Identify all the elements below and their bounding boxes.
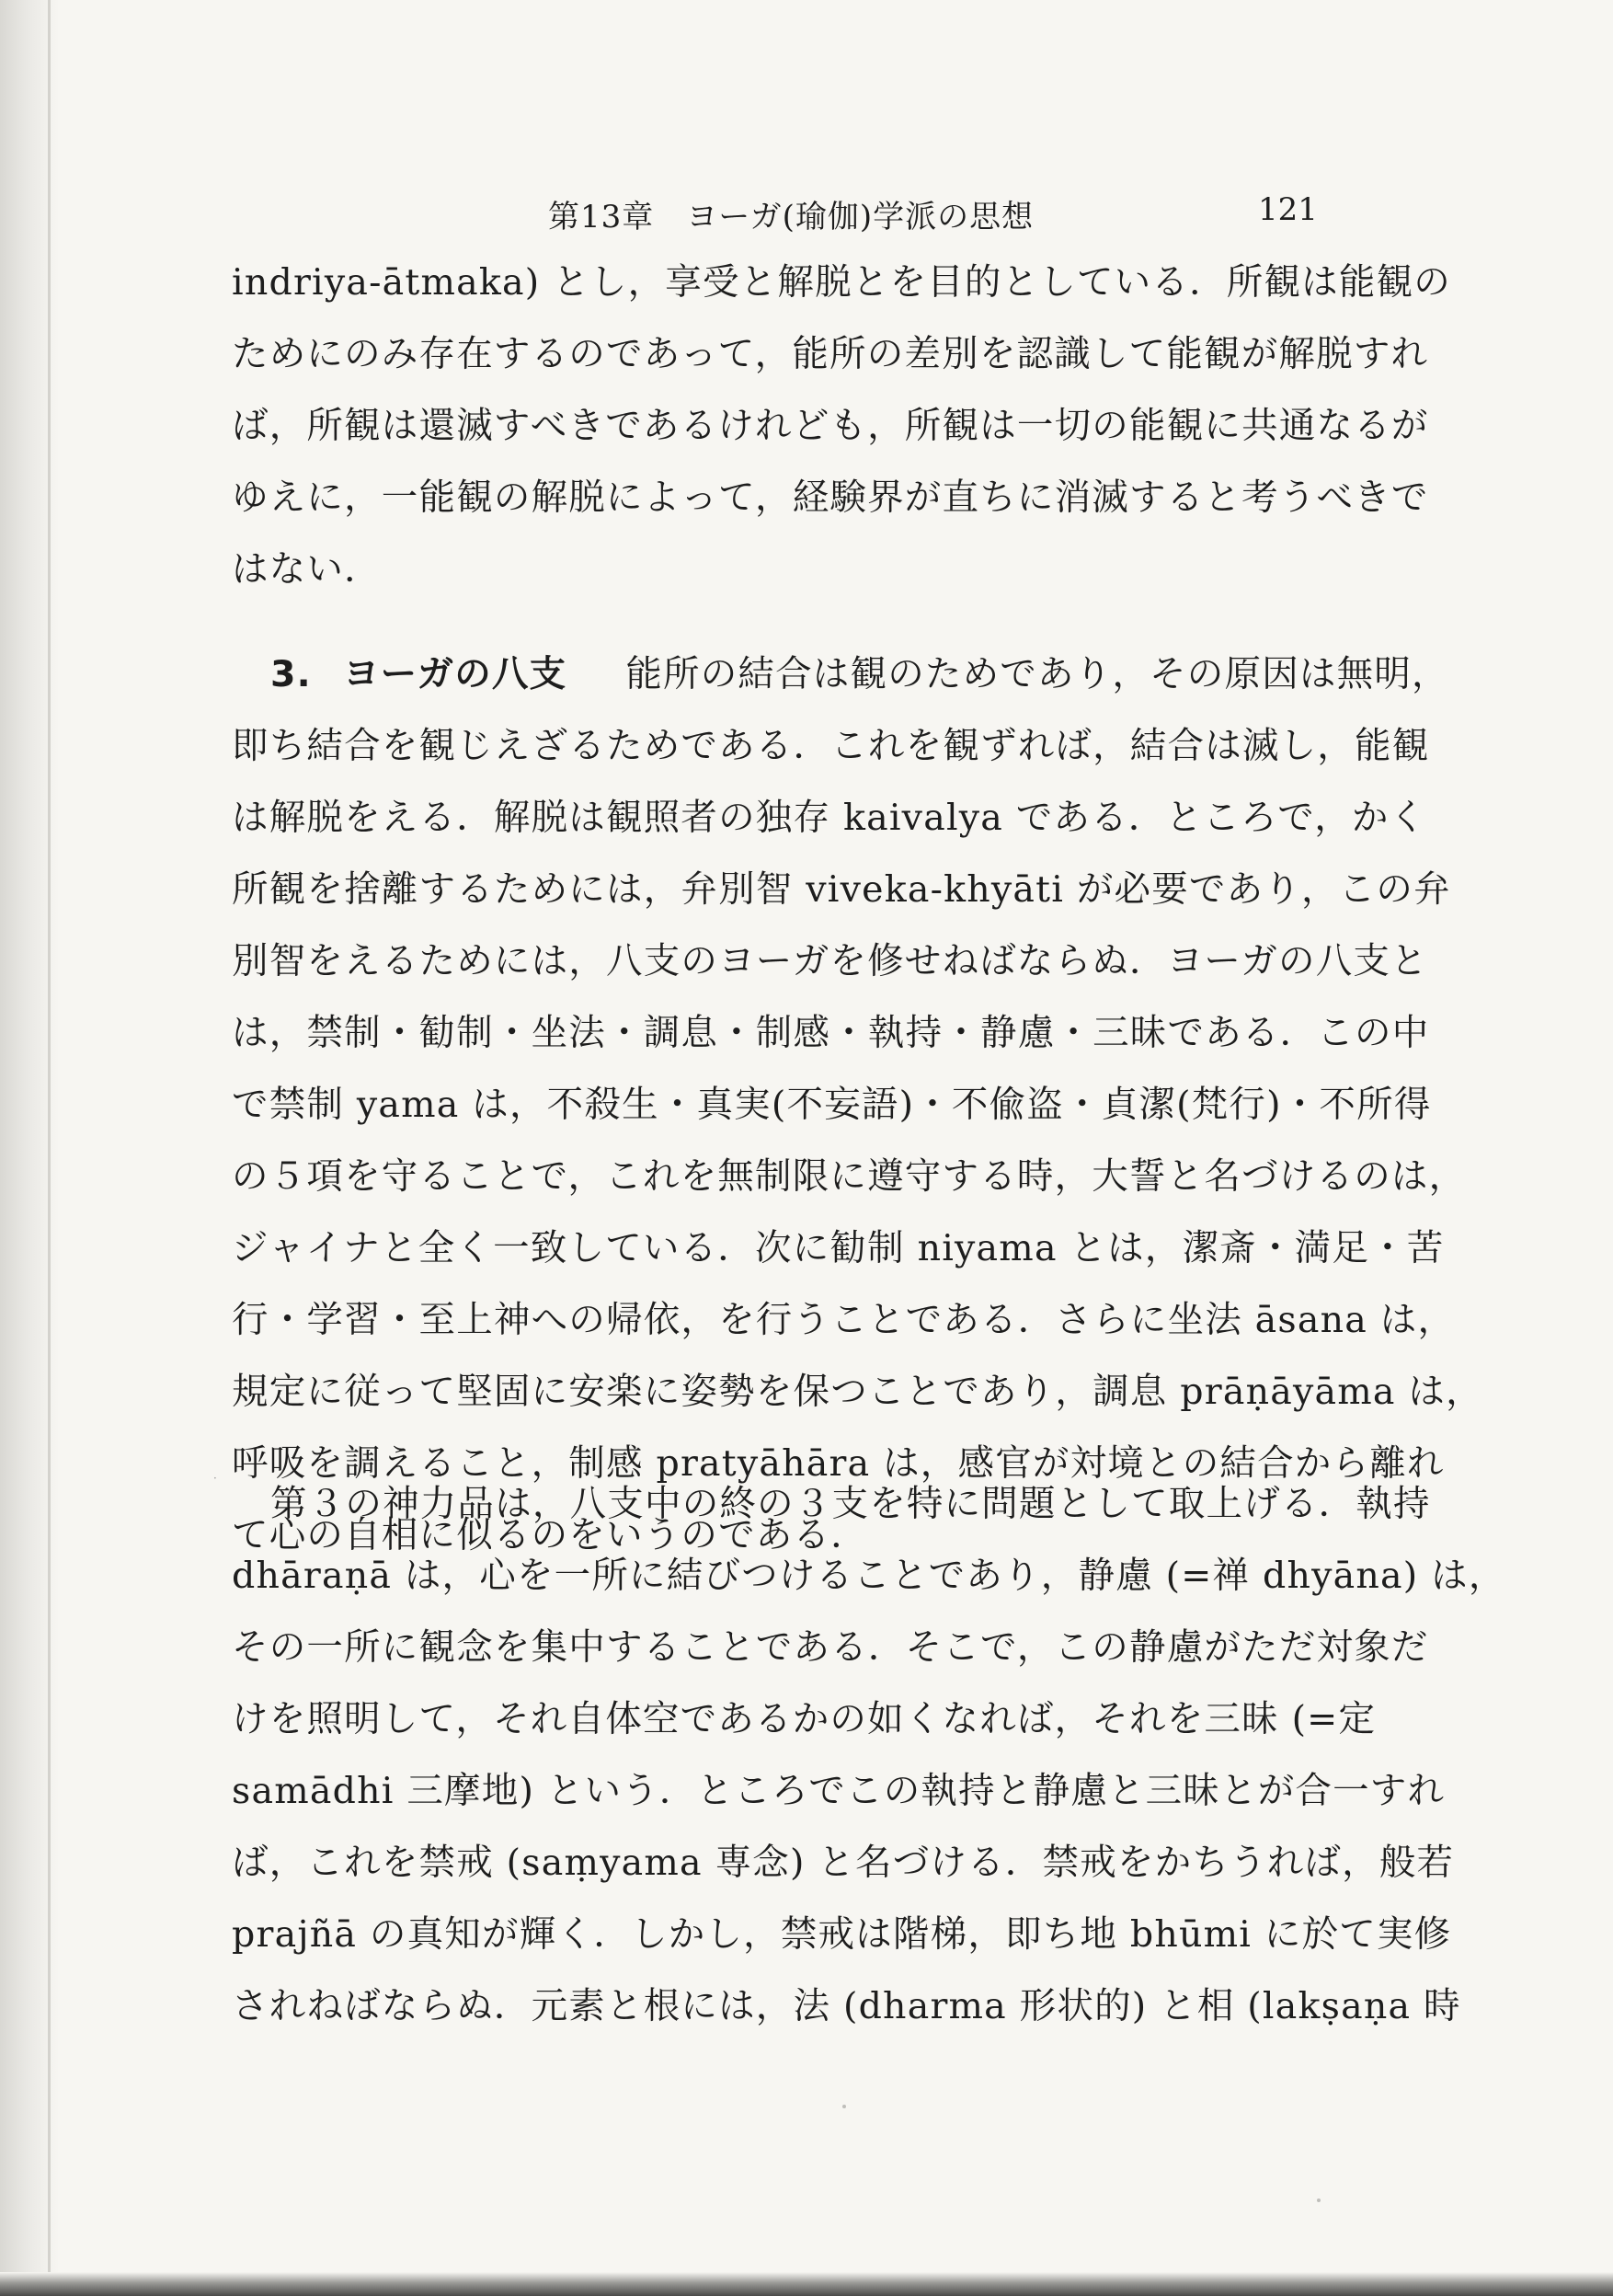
section-first-line: 能所の結合は観のためであり，その原因は無明， [625,653,1449,695]
text-line: は，禁制・勧制・坐法・調息・制感・執持・静慮・三昧である．この中 [232,1012,1430,1054]
text-line: 即ち結合を観じえざるためである．これを観ずれば，結合は滅し，能観 [232,725,1430,767]
text-line: indriya-ātmaka) とし，享受と解脱とを目的としている．所観は能観の [232,261,1451,304]
paper-speck [842,2105,846,2108]
text-line: は解脱をえる．解脱は観照者の独存 kaivalya である．ところで，かく [232,797,1427,839]
text-line: 呼吸を調えること，制感 pratyāhāra は，感官が対境との結合から離れ [232,1442,1445,1485]
text-line: prajñā の真知が輝く．しかし，禁戒は階梯，即ち地 bhūmi に於て実修 [232,1913,1452,1956]
page-number: 121 [1258,191,1318,228]
text-line: の５項を守ることで，これを無制限に遵守する時，大誓と名づけるのは， [232,1155,1467,1198]
binding-line [48,0,51,2296]
text-line: はない． [232,548,382,591]
text-line: 第３の神力品は，八支中の終の３支を特に問題として取上げる．執持 [270,1483,1431,1525]
section-title: ヨーガの八支 [342,653,567,695]
text-line: samādhi 三摩地) という．ところでこの執持と静慮と三昧とが合一すれ [232,1770,1446,1812]
text-line: ためにのみ存在するのであって，能所の差別を認識して能観が解脱すれ [232,333,1429,375]
section-3 [232,638,1483,1571]
margin-mark: · [213,1472,217,1485]
text-line: で禁制 yama は，不殺生・真実(不妄語)・不偸盗・貞潔(梵行)・不所得 [232,1084,1432,1126]
text-line: けを照明して，それ自体空であるかの如くなれば，それを三昧 (=定 [232,1698,1377,1740]
text-line: 別智をえるためには，八支のヨーガを修せねばならぬ．ヨーガの八支と [232,940,1428,982]
paper-speck [1317,2198,1321,2202]
text-line: 所観を捨離するためには，弁別智 viveka-khyāti が必要であり，この弁 [232,868,1451,911]
text-line: て心の自相に似るのをいうのである． [232,1514,868,1556]
paragraph-1 [232,247,1451,605]
text-line: 行・学習・至上神への帰依，を行うことである．さらに坐法 āsana は， [232,1299,1456,1341]
text-line: ジャイナと全く一致している．次に勧制 niyama とは，潔斎・満足・苦 [232,1227,1445,1269]
text-line: ば，所観は還滅すべきであるけれども，所観は一切の能観に共通なるが [232,405,1429,447]
text-line: ば，これを禁戒 (saṃyama 専念) と名づける．禁戒をかちうれば，般若 [232,1842,1455,1884]
running-header: 第13章 ヨーガ(瑜伽)学派の思想 [548,199,1035,235]
text-line: 規定に従って堅固に安楽に姿勢を保つことであり，調息 prāṇāyāma は， [232,1371,1483,1413]
text-line: その一所に観念を集中することである．そこで，この静慮がただ対象だ [232,1626,1429,1669]
paragraph-3 [232,1468,1506,2042]
scan-bottom-shadow [0,2272,1613,2296]
text-line: ゆえに，一能観の解脱によって，経験界が直ちに消滅すると考うべきで [232,476,1429,519]
section-3-heading-line [232,638,1449,710]
text-line: されねばならぬ．元素と根には，法 (dharma 形状的) と相 (lakṣaṇa 時 [232,1985,1461,2027]
section-number: 3. [270,653,312,695]
text-line: dhāraṇā は，心を一所に結びつけることであり，静慮 (=禅 dhyāna) は， [232,1555,1506,1597]
